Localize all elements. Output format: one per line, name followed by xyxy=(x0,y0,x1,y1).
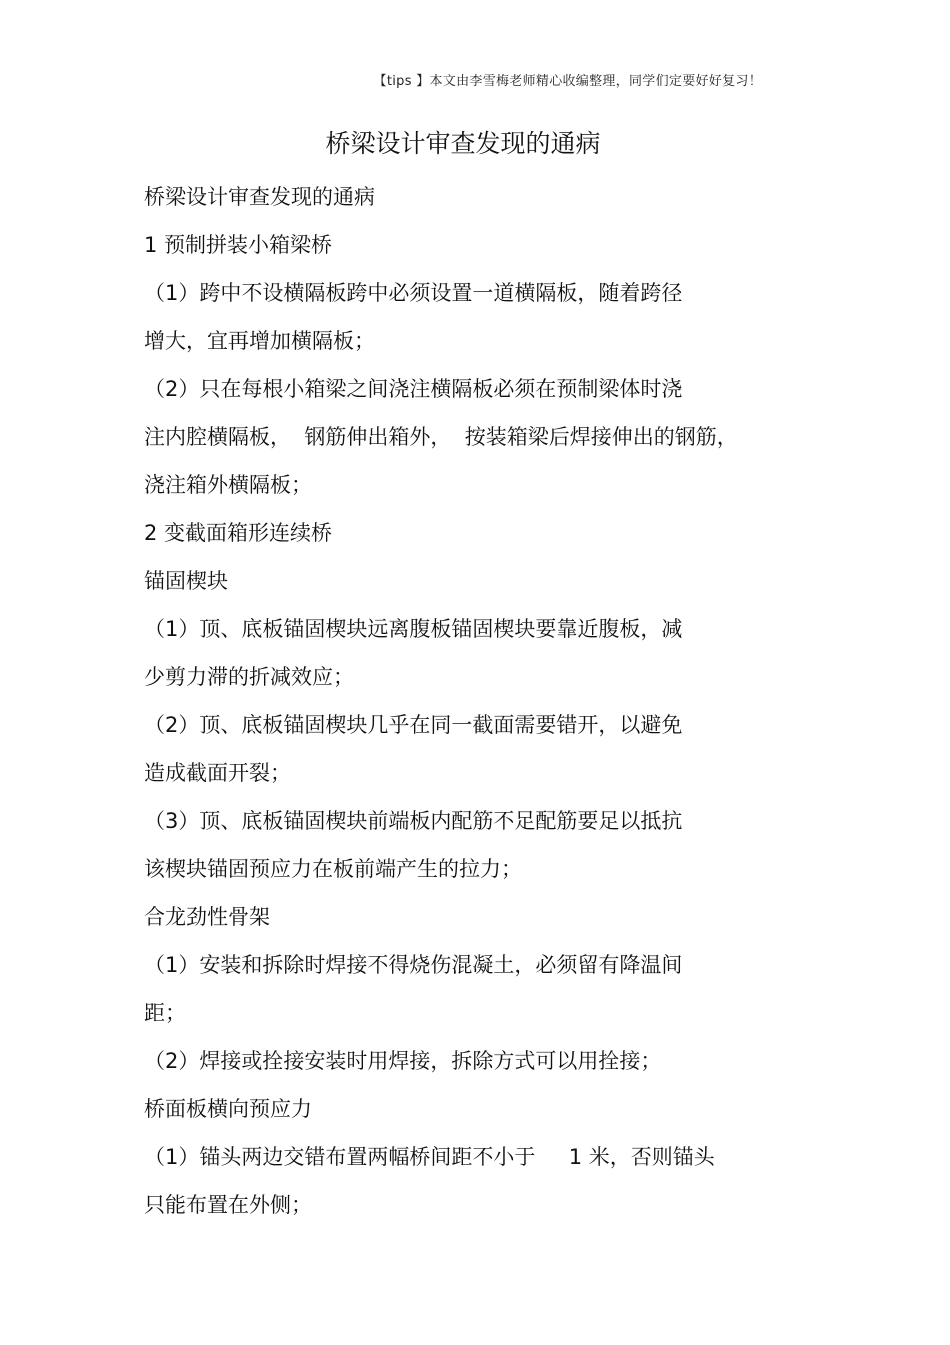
text-line: 合龙劲性骨架 xyxy=(144,905,270,929)
text-line: 只能布置在外侧； xyxy=(144,1193,312,1217)
text-line: （1）安装和拆除时焊接不得烧伤混凝土，必须留有降温间 xyxy=(144,953,683,977)
text-line: 增大，宜再增加横隔板； xyxy=(144,329,375,353)
header-note: 【tips 】本文由李雪梅老师精心收编整理，同学们定要好好复习！ xyxy=(373,74,762,89)
text-line: （1）锚头两边交错布置两幅桥间距不小于 1 米，否则锚头 xyxy=(144,1145,715,1169)
page-title: 桥梁设计审查发现的通病 xyxy=(325,129,601,158)
text-line: （1）顶、底板锚固楔块远离腹板锚固楔块要靠近腹板，减 xyxy=(144,617,683,641)
text-line: 桥梁设计审查发现的通病 xyxy=(144,185,375,209)
text-line: 造成截面开裂； xyxy=(144,761,291,785)
text-line: （2）焊接或拴接安装时用焊接，拆除方式可以用拴接； xyxy=(144,1049,662,1073)
text-line: （3）顶、底板锚固楔块前端板内配筋不足配筋要足以抵抗 xyxy=(144,809,683,833)
text-line: 桥面板横向预应力 xyxy=(144,1097,312,1121)
document-body xyxy=(144,180,794,1236)
text-line: 注内腔横隔板， 钢筋伸出箱外， 按装箱梁后焊接伸出的钢筋， xyxy=(144,425,738,449)
text-line: （2）顶、底板锚固楔块几乎在同一截面需要错开，以避免 xyxy=(144,713,683,737)
text-line: 浇注箱外横隔板； xyxy=(144,473,312,497)
text-line: （1）跨中不设横隔板跨中必须设置一道横隔板，随着跨径 xyxy=(144,281,683,305)
text-line: 1 预制拼装小箱梁桥 xyxy=(144,233,333,257)
text-line: 距； xyxy=(144,1001,186,1025)
text-line: 该楔块锚固预应力在板前端产生的拉力； xyxy=(144,857,522,881)
text-line: （2）只在每根小箱梁之间浇注横隔板必须在预制梁体时浇 xyxy=(144,377,683,401)
text-line: 2 变截面箱形连续桥 xyxy=(144,521,333,545)
text-line: 锚固楔块 xyxy=(144,569,228,593)
text-line: 少剪力滞的折减效应； xyxy=(144,665,354,689)
